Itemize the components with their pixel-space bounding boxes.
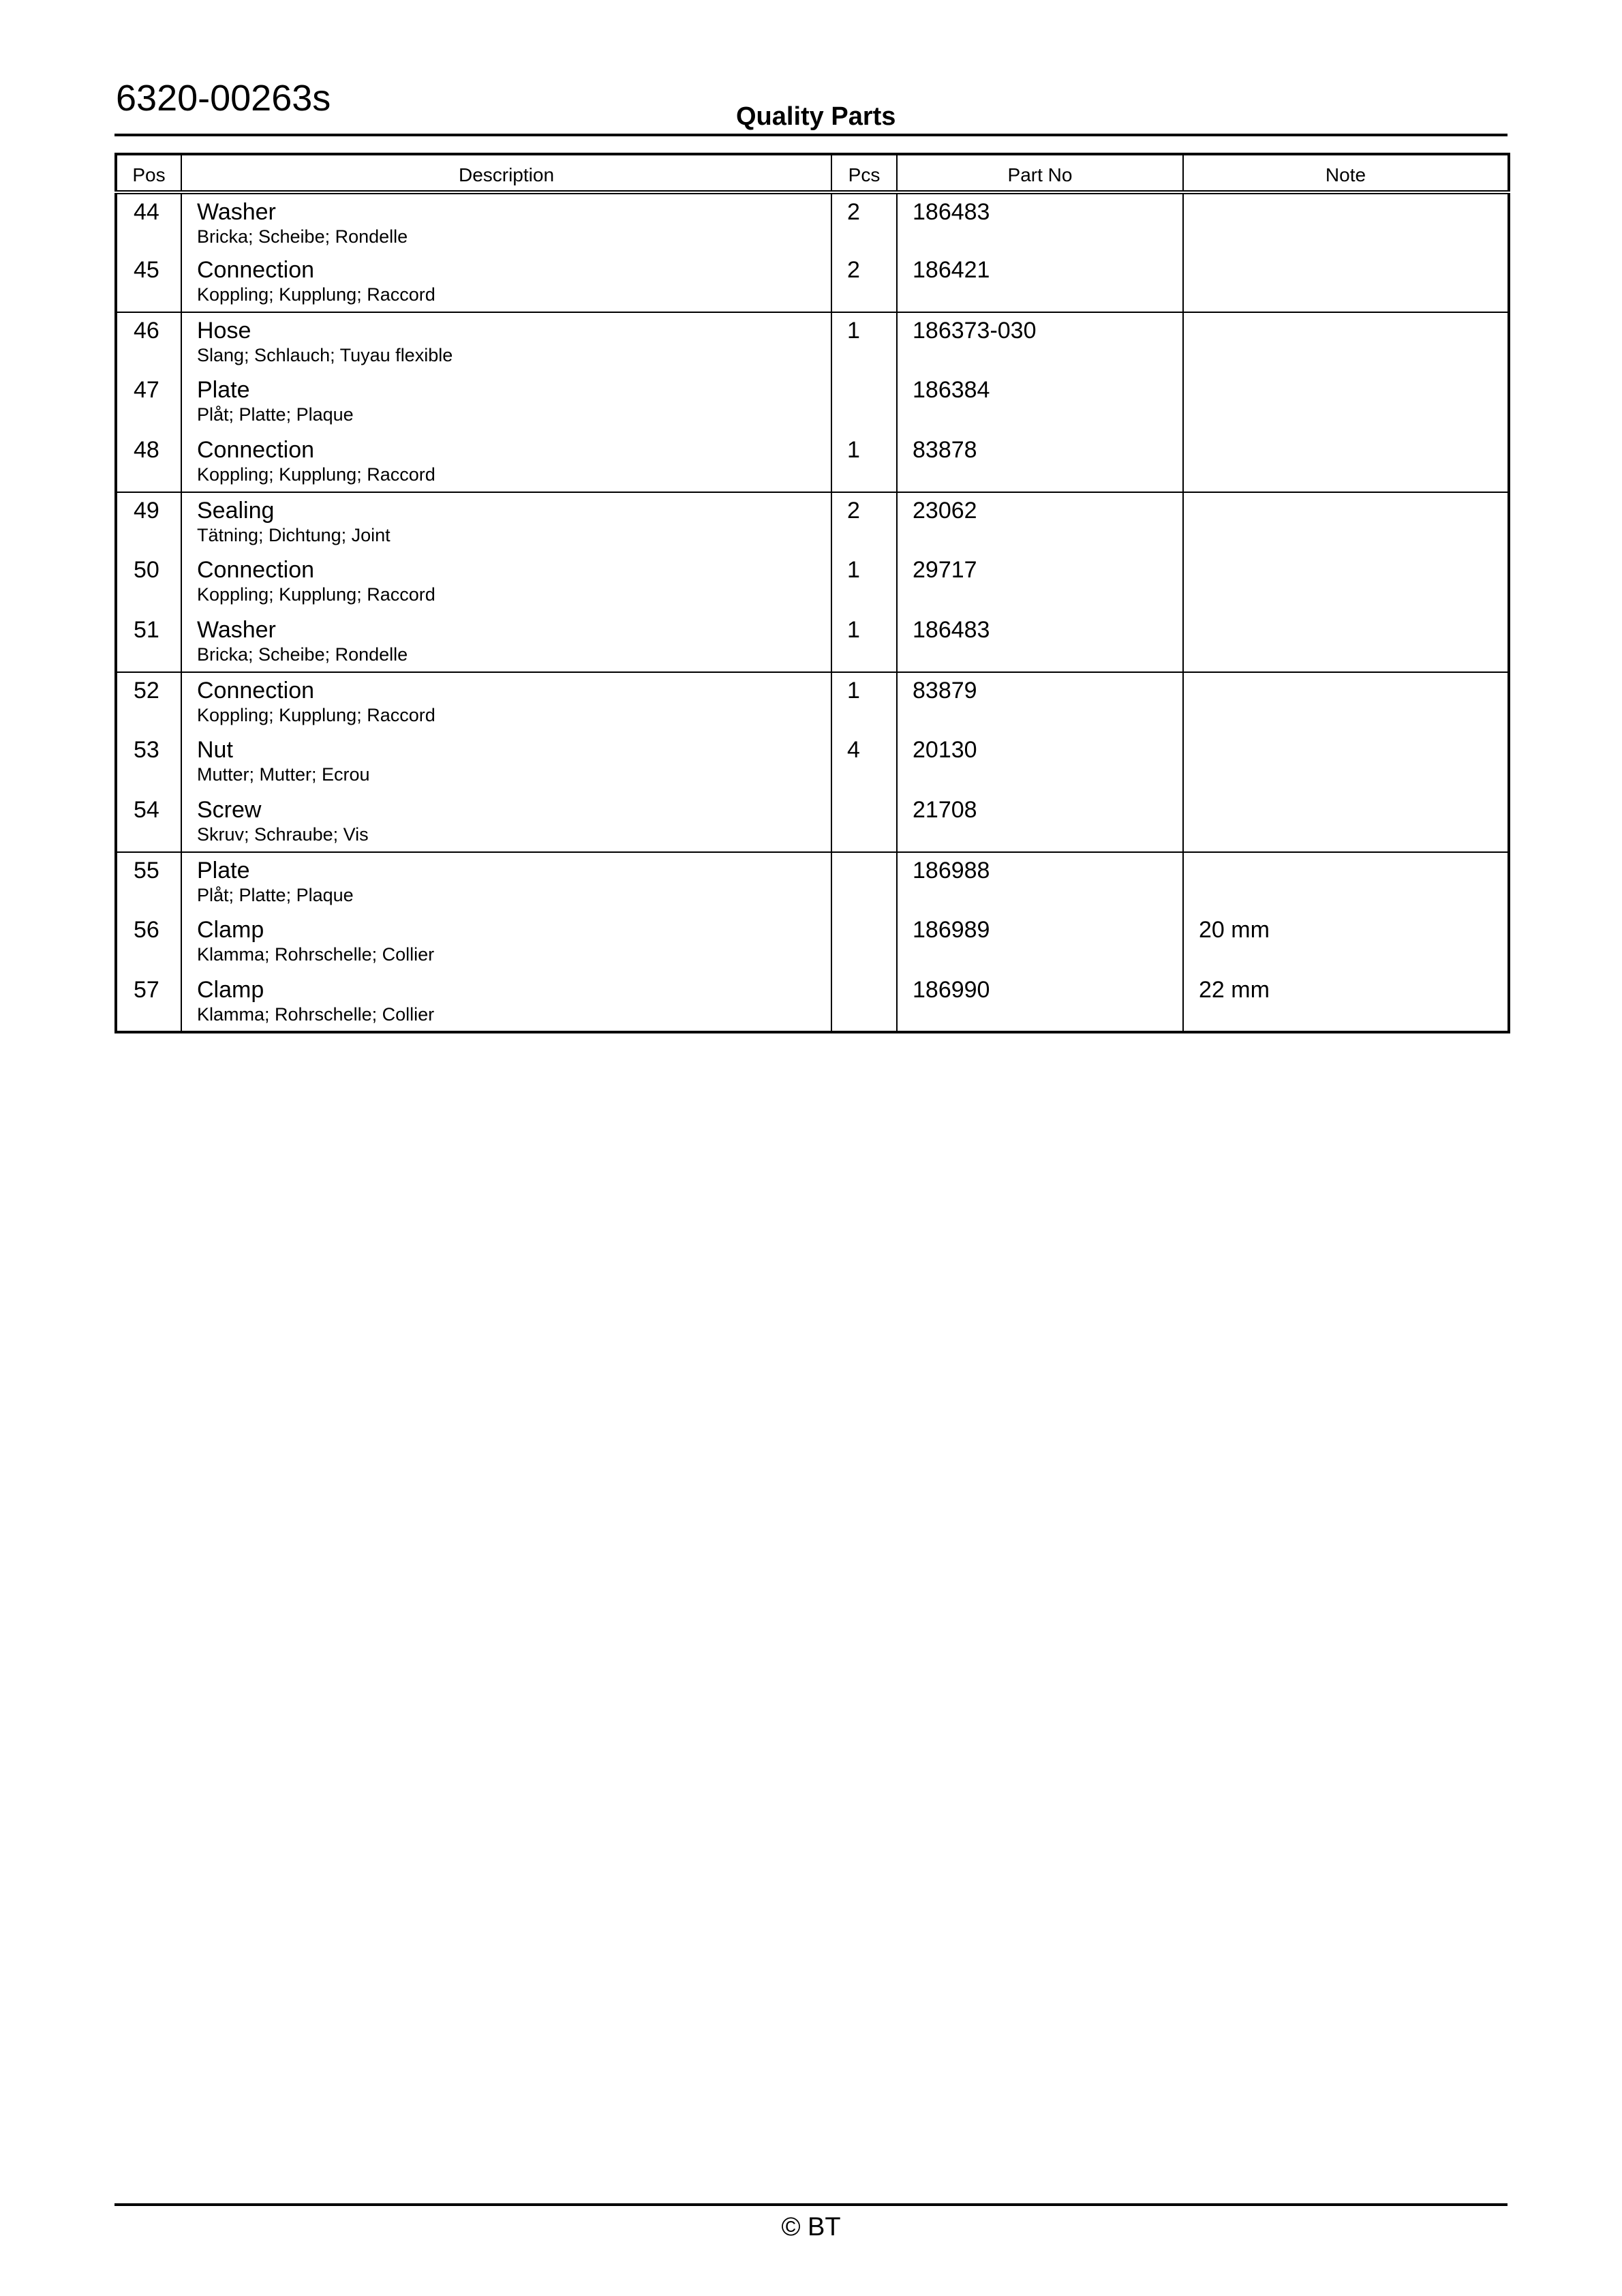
description-cell: [181, 372, 831, 432]
note-cell: [1183, 732, 1509, 792]
pcs-cell: 1: [831, 312, 897, 372]
part-translations: Klamma; Rohrschelle; Collier: [197, 944, 435, 965]
part-translations: Bricka; Scheibe; Rondelle: [197, 226, 408, 247]
pos-cell: 46: [116, 312, 181, 372]
part-name: Connection: [197, 437, 315, 463]
note-cell: [1183, 672, 1509, 732]
table-row: [116, 612, 1509, 672]
pos-cell: 57: [116, 972, 181, 1032]
pcs-cell: 1: [831, 432, 897, 492]
description-cell: [181, 912, 831, 972]
note-cell: [1183, 492, 1509, 552]
parts-table-body: [116, 192, 1509, 1032]
table-row: [116, 492, 1509, 552]
part-number-cell: 21708: [897, 792, 1183, 852]
part-name: Washer: [197, 199, 276, 225]
document-number: 6320-00263s: [116, 78, 331, 119]
part-name: Clamp: [197, 977, 264, 1003]
pcs-cell: [831, 912, 897, 972]
table-row: [116, 432, 1509, 492]
part-number-cell: 29717: [897, 552, 1183, 612]
part-translations: Slang; Schlauch; Tuyau flexible: [197, 345, 453, 365]
part-translations: Koppling; Kupplung; Raccord: [197, 284, 435, 305]
table-row: [116, 672, 1509, 732]
table-row: [116, 852, 1509, 912]
part-number-cell: 186989: [897, 912, 1183, 972]
table-row: [116, 552, 1509, 612]
description-cell: [181, 492, 831, 552]
column-header-note: Note: [1183, 154, 1509, 192]
table-row: [116, 312, 1509, 372]
part-name: Plate: [197, 858, 250, 883]
description-cell: [181, 252, 831, 312]
pos-cell: 47: [116, 372, 181, 432]
note-cell: 20 mm: [1183, 912, 1509, 972]
column-header-part-no: Part No: [897, 154, 1183, 192]
table-row: [116, 252, 1509, 312]
part-number-cell: 186483: [897, 192, 1183, 252]
pcs-cell: [831, 972, 897, 1032]
copyright-notice: © BT: [781, 2213, 841, 2241]
pcs-cell: [831, 852, 897, 912]
description-cell: [181, 792, 831, 852]
part-name: Connection: [197, 678, 315, 704]
table-row: [116, 792, 1509, 852]
parts-table: [114, 153, 1510, 1033]
part-name: Connection: [197, 557, 315, 583]
column-header-pcs: Pcs: [831, 154, 897, 192]
page-title: Quality Parts: [736, 102, 896, 131]
description-cell: [181, 432, 831, 492]
part-name: Plate: [197, 377, 250, 403]
part-name: Hose: [197, 318, 251, 344]
part-number-cell: 186384: [897, 372, 1183, 432]
part-name: Clamp: [197, 917, 264, 943]
header-divider: [114, 134, 1508, 136]
part-translations: Mutter; Mutter; Ecrou: [197, 764, 370, 785]
part-translations: Klamma; Rohrschelle; Collier: [197, 1004, 435, 1025]
pcs-cell: 1: [831, 612, 897, 672]
part-name: Connection: [197, 257, 315, 283]
footer-divider: [114, 2203, 1508, 2206]
pos-cell: 55: [116, 852, 181, 912]
pcs-cell: 1: [831, 552, 897, 612]
part-number-cell: 23062: [897, 492, 1183, 552]
part-translations: Koppling; Kupplung; Raccord: [197, 584, 435, 605]
table-row: [116, 192, 1509, 252]
note-cell: [1183, 792, 1509, 852]
pcs-cell: [831, 372, 897, 432]
pcs-cell: 2: [831, 492, 897, 552]
part-translations: Bricka; Scheibe; Rondelle: [197, 644, 408, 665]
column-header-description: Description: [181, 154, 831, 192]
pcs-cell: 4: [831, 732, 897, 792]
part-translations: Plåt; Platte; Plaque: [197, 404, 354, 425]
description-cell: [181, 972, 831, 1032]
part-number-cell: 20130: [897, 732, 1183, 792]
note-cell: [1183, 372, 1509, 432]
pos-cell: 45: [116, 252, 181, 312]
table-row: [116, 972, 1509, 1032]
part-translations: Koppling; Kupplung; Raccord: [197, 464, 435, 485]
description-cell: [181, 732, 831, 792]
pcs-cell: [831, 792, 897, 852]
pcs-cell: 2: [831, 192, 897, 252]
description-cell: [181, 852, 831, 912]
pos-cell: 51: [116, 612, 181, 672]
part-translations: Tätning; Dichtung; Joint: [197, 525, 391, 545]
part-name: Washer: [197, 617, 276, 643]
part-name: Sealing: [197, 498, 275, 524]
note-cell: [1183, 552, 1509, 612]
part-number-cell: 186990: [897, 972, 1183, 1032]
pos-cell: 52: [116, 672, 181, 732]
pos-cell: 44: [116, 192, 181, 252]
pos-cell: 54: [116, 792, 181, 852]
note-cell: [1183, 852, 1509, 912]
description-cell: [181, 612, 831, 672]
note-cell: [1183, 612, 1509, 672]
note-cell: 22 mm: [1183, 972, 1509, 1032]
table-row: [116, 912, 1509, 972]
part-translations: Skruv; Schraube; Vis: [197, 824, 369, 845]
part-number-cell: 83878: [897, 432, 1183, 492]
note-cell: [1183, 312, 1509, 372]
part-number-cell: 186421: [897, 252, 1183, 312]
description-cell: [181, 192, 831, 252]
part-translations: Koppling; Kupplung; Raccord: [197, 705, 435, 725]
part-name: Nut: [197, 737, 233, 763]
part-number-cell: 83879: [897, 672, 1183, 732]
part-name: Screw: [197, 797, 262, 823]
part-number-cell: 186373-030: [897, 312, 1183, 372]
description-cell: [181, 672, 831, 732]
part-number-cell: 186988: [897, 852, 1183, 912]
note-cell: [1183, 432, 1509, 492]
description-cell: [181, 552, 831, 612]
table-header-row: [116, 154, 1509, 192]
part-number-cell: 186483: [897, 612, 1183, 672]
part-translations: Plåt; Platte; Plaque: [197, 885, 354, 905]
description-cell: [181, 312, 831, 372]
table-row: [116, 732, 1509, 792]
pcs-cell: 1: [831, 672, 897, 732]
pos-cell: 48: [116, 432, 181, 492]
pos-cell: 53: [116, 732, 181, 792]
pos-cell: 49: [116, 492, 181, 552]
table-row: [116, 372, 1509, 432]
pcs-cell: 2: [831, 252, 897, 312]
pos-cell: 56: [116, 912, 181, 972]
note-cell: [1183, 192, 1509, 252]
column-header-pos: Pos: [116, 154, 181, 192]
pos-cell: 50: [116, 552, 181, 612]
note-cell: [1183, 252, 1509, 312]
